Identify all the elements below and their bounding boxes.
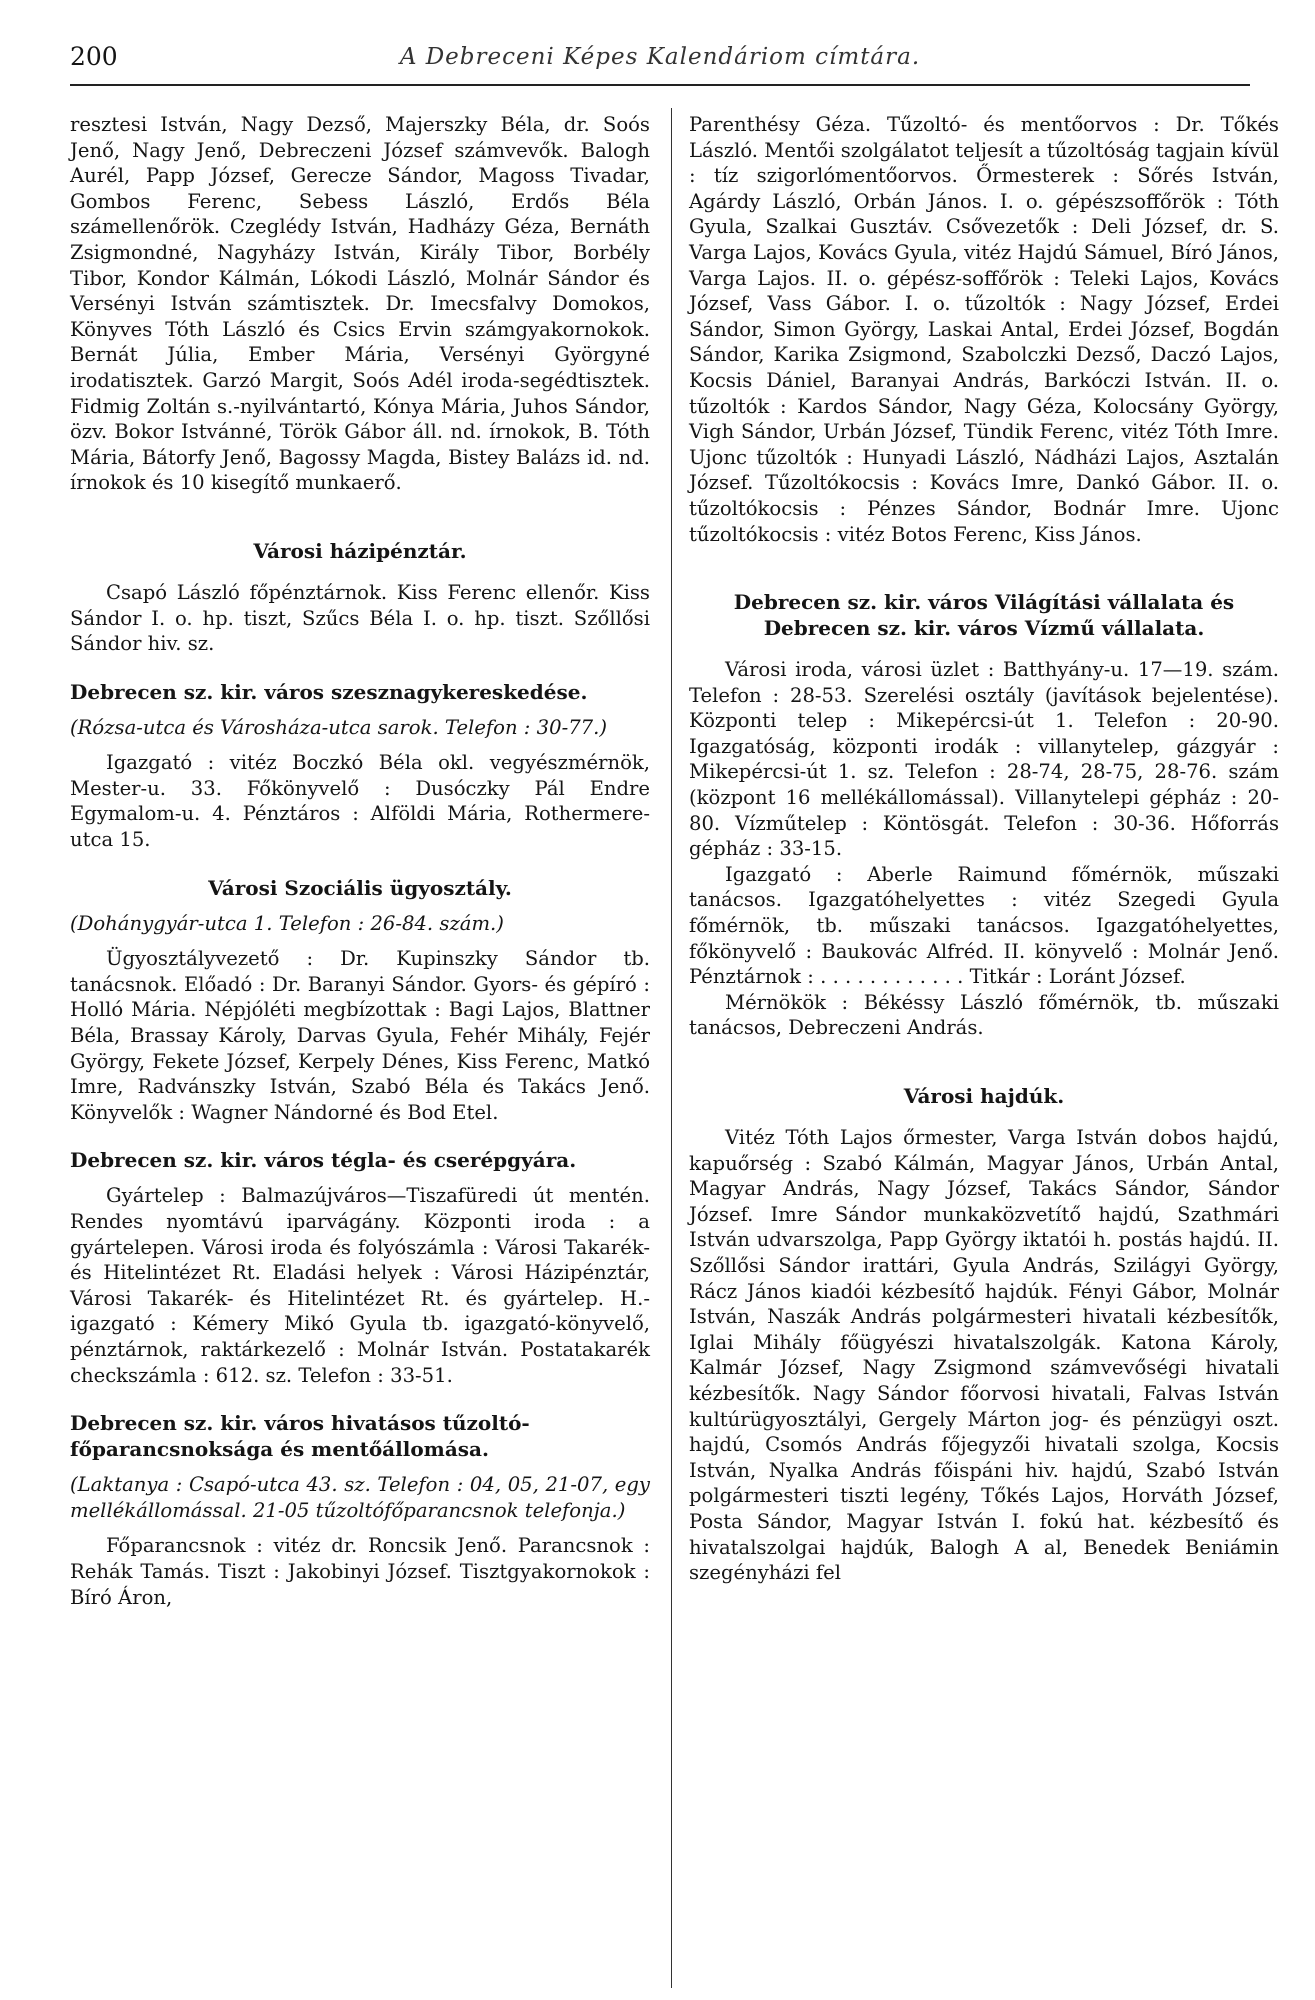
heading-tuzoltosag: Debrecen sz. kir. város hivatásos tűzoltó-főparancsnoksága és mentőállomása.	[70, 1411, 530, 1462]
page-number: 200	[70, 42, 118, 71]
heading-szesznagykereskedes: Debrecen sz. kir. város szesznagykereskedése.	[70, 679, 588, 704]
paragraph-vilagitasi-mernokok: Mérnökök : Békéssy László főmérnök, tb. műszaki tanácsos, Debreczeni András.	[689, 990, 1279, 1040]
page-header	[70, 36, 1250, 80]
running-title: A Debreceni Képes Kalendáriom címtára.	[399, 44, 921, 70]
paragraph-vilagitasi-igazgato: Igazgató : Aberle Raimund főmérnök, műszaki tanácsos. Igazgatóhelyettes : vitéz Szegedi Gyula főmérnök, tb. műszaki tanácsos. Igazgatóhelyettes, főkönyvelő : Baukovác Alfréd. II. könyvelő : Molnár Jenő. Pénztárnok : . . . . . . . . . . . . Titkár : Loránt József.	[689, 862, 1279, 989]
left-column	[70, 112, 650, 1610]
paragraph-hajduk: Vitéz Tóth Lajos őrmester, Varga István dobos hajdú, kapuőrség : Szabó Kálmán, Magyar János, Urbán Antal, Magyar András, Nagy József, Takács Sándor, Sándor József. Imre Sándor munkaközvetítő hajdú, Szathmári István udvarszolga, Papp György iktatói h. postás hajdú. II. Szőllősi Sándor irattári, Gyula András, Szilágyi György, Rácz János kiadói kézbesítő hajdúk. Fényi Gábor, Molnár István, Naszák András polgármesteri hivatali kézbesítők, Iglai Mihály főügyészi hivatalszolgák. Katona Károly, Kalmár József, Nagy Zsigmond számvevőségi hivatali kézbesítők. Nagy Sándor főorvosi hivatali, Falvas István kultúrügyosztályi, Gergely Márton jog- és pénzügyi oszt. hajdú, Csomós András főjegyzői hivatali szolga, Kocsis István, Nyalka András főispáni hiv. hajdú, Szabó István polgármesteri tiszti legény, Tőkés Lajos, Horváth József, Posta Sándor, Magyar István I. fokú hat. kézbesítő és hivatalszolgai hajdúk, Balogh A al, Benedek Beniámin szegényházi fel	[689, 1126, 1279, 1585]
paragraph-teglagyar: Gyártelep : Balmazújváros—Tiszafüredi út mentén. Rendes nyomtávú iparvágány. Központi iroda : a gyártelepen. Városi iroda és folyószámla : Városi Takarék- és Hitelintézet Rt. Eladási helyek : Városi Házipénztár, Városi Takarék- és Hitelintézet Rt. és gyártelep. H.-igazgató : Kémery Mikó Gyula tb. igazgató-könyvelő, pénztárnok, raktárkezelő : Molnár István. Postatakarék checkszámla : 612. sz. Telefon : 33-51.	[70, 1184, 650, 1387]
paragraph-tuzoltok: Parenthésy Géza. Tűzoltó- és mentőorvos : Dr. Tőkés László. Mentői szolgálatot teljesít a tűzoltóság tagjain kívül : tíz szigorlómentőorvos. Őrmesterek : Sőrés István, Agárdy László, Orbán János. I. o. gépészsoffőrök : Tóth Gyula, Szalkai Gusztáv. Csővezetők : Deli József, dr. S. Varga Lajos, Kovács Gyula, vitéz Hajdú Sámuel, Bíró János, Varga Lajos. II. o. gépész-soffőrök : Teleki Lajos, Kovács József, Vass Gábor. I. o. tűzoltók : Nagy József, Erdei Sándor, Simon György, Laskai Antal, Erdei József, Bogdán Sándor, Karika Zsigmond, Szabolczki Dezső, Daczó Lajos, Kocsis Dániel, Baranyai András, Barkóczi István. II. o. tűzoltók : Kardos Sándor, Nagy Géza, Kolocsány György, Vigh Sándor, Urbán József, Tündik Ferenc, vitéz Tóth Imre. Ujonc tűzoltók : Hunyadi László, Nádházi Lajos, Asztalán József. Tűzoltókocsis : Kovács Imre, Dankó Gábor. II. o. tűzoltókocsis : Pénzes Sándor, Bodnár Imre. Ujonc tűzoltókocsis : vitéz Botos Ferenc, Kiss János.	[689, 113, 1279, 546]
paragraph-tuzoltosag: Főparancsnok : vitéz dr. Roncsik Jenő. Parancsnok : Rehák Tamás. Tiszt : Jakobinyi József. Tisztgyakornokok : Bíró Áron,	[70, 1534, 650, 1609]
header-rule	[70, 84, 1250, 86]
heading-szocialis-ugyosztaly: Városi Szociális ügyosztály.	[208, 875, 512, 900]
paragraph-vilagitasi-iroda: Városi iroda, városi üzlet : Batthyány-u. 17—19. szám. Telefon : 28-53. Szerelési osztály (javítások bejelentése). Központi telep : Mikepércsi-út 1. Telefon : 20-90. Igazgatóság, központi irodák : villanytelep, gázgyár : Mikepércsi-út 1. sz. Telefon : 28-74, 28-75, 28-76. szám (központ 16 mellékállomással). Villanytelepi gépház : 20-80. Vízműtelep : Köntösgát. Telefon : 30-36. Hőforrás gépház : 33-15.	[689, 658, 1279, 861]
heading-teglagyar: Debrecen sz. kir. város tégla- és cserépgyára.	[70, 1148, 577, 1173]
paragraph-szesznagykereskedes: Igazgató : vitéz Boczkó Béla okl. vegyészmérnök, Mester-u. 33. Főkönyvelő : Dusóczky Pál Endre Egymalom-u. 4. Pénztáros : Alföldi Mária, Rothermere-utca 15.	[70, 751, 650, 852]
heading-hazipenztar: Városi házipénztár.	[253, 538, 467, 563]
address-szocialis-ugyosztaly: (Dohánygyár-utca 1. Telefon : 26-84. szám.)	[70, 911, 504, 935]
heading-hajduk: Városi hajdúk.	[903, 1084, 1065, 1108]
address-tuzoltosag: (Laktanya : Csapó-utca 43. sz. Telefon : 04, 05, 21-07, egy mellékállomással. 21-05 tűzoltófőparancsnok telefonja.)	[70, 1473, 650, 1522]
heading-vilagitasi-vallalat: Debrecen sz. kir. város Világítási vállalata és Debrecen sz. kir. város Vízmű vállalata.	[733, 590, 1235, 641]
paragraph-hazipenztar: Csapó László főpénztárnok. Kiss Ferenc ellenőr. Kiss Sándor I. o. hp. tiszt, Szűcs Béla I. o. hp. tiszt. Szőllősi Sándor hiv. sz.	[70, 580, 650, 656]
right-column	[689, 112, 1279, 1586]
address-szesznagykereskedes: (Rózsa-utca és Városháza-utca sarok. Telefon : 30-77.)	[70, 715, 607, 739]
column-divider	[671, 108, 672, 1988]
paragraph-szamvevoseg: resztesi István, Nagy Dezső, Majerszky Béla, dr. Soós Jenő, Nagy Jenő, Debreczeni József számvevők. Balogh Aurél, Papp József, Gerecze Sándor, Magoss Tivadar, Gombos Ferenc, Sebess László, Erdős Béla számellenőrök. Czeglédy István, Hadházy Géza, Bernáth Zsigmondné, Nagyházy István, Király Tibor, Borbély Tibor, Kondor Kálmán, Lókodi László, Molnár Sándor és Versényi István számtisztek. Dr. Imecsfalvy Domokos, Könyves Tóth László és Csics Ervin számgyakornokok. Bernát Júlia, Ember Mária, Versényi Györgyné irodatisztek. Garzó Margit, Soós Adél iroda-segédtisztek. Fidmig Zoltán s.-nyilvántartó, Kónya Mária, Juhos Sándor, özv. Bokor Istvánné, Török Gábor áll. nd. írnokok, B. Tóth Mária, Bátorfy Jenő, Bagossy Magda, Bistey Balázs id. nd. írnokok és 10 kisegítő munkaerő.	[70, 113, 650, 495]
paragraph-szocialis-ugyosztaly: Ügyosztályvezető : Dr. Kupinszky Sándor tb. tanácsnok. Előadó : Dr. Baranyi Sándor. Gyors- és gépíró : Holló Mária. Népjóléti megbízottak : Bagi Lajos, Blattner Béla, Brassay Károly, Darvas Gyula, Fehér Mihály, Fejér György, Fekete József, Kerpely Dénes, Kiss Ferenc, Matkó Imre, Radvánszky István, Szabó Béla és Takács Jenő. Könyvelők : Wagner Nándorné és Bod Etel.	[70, 947, 650, 1124]
